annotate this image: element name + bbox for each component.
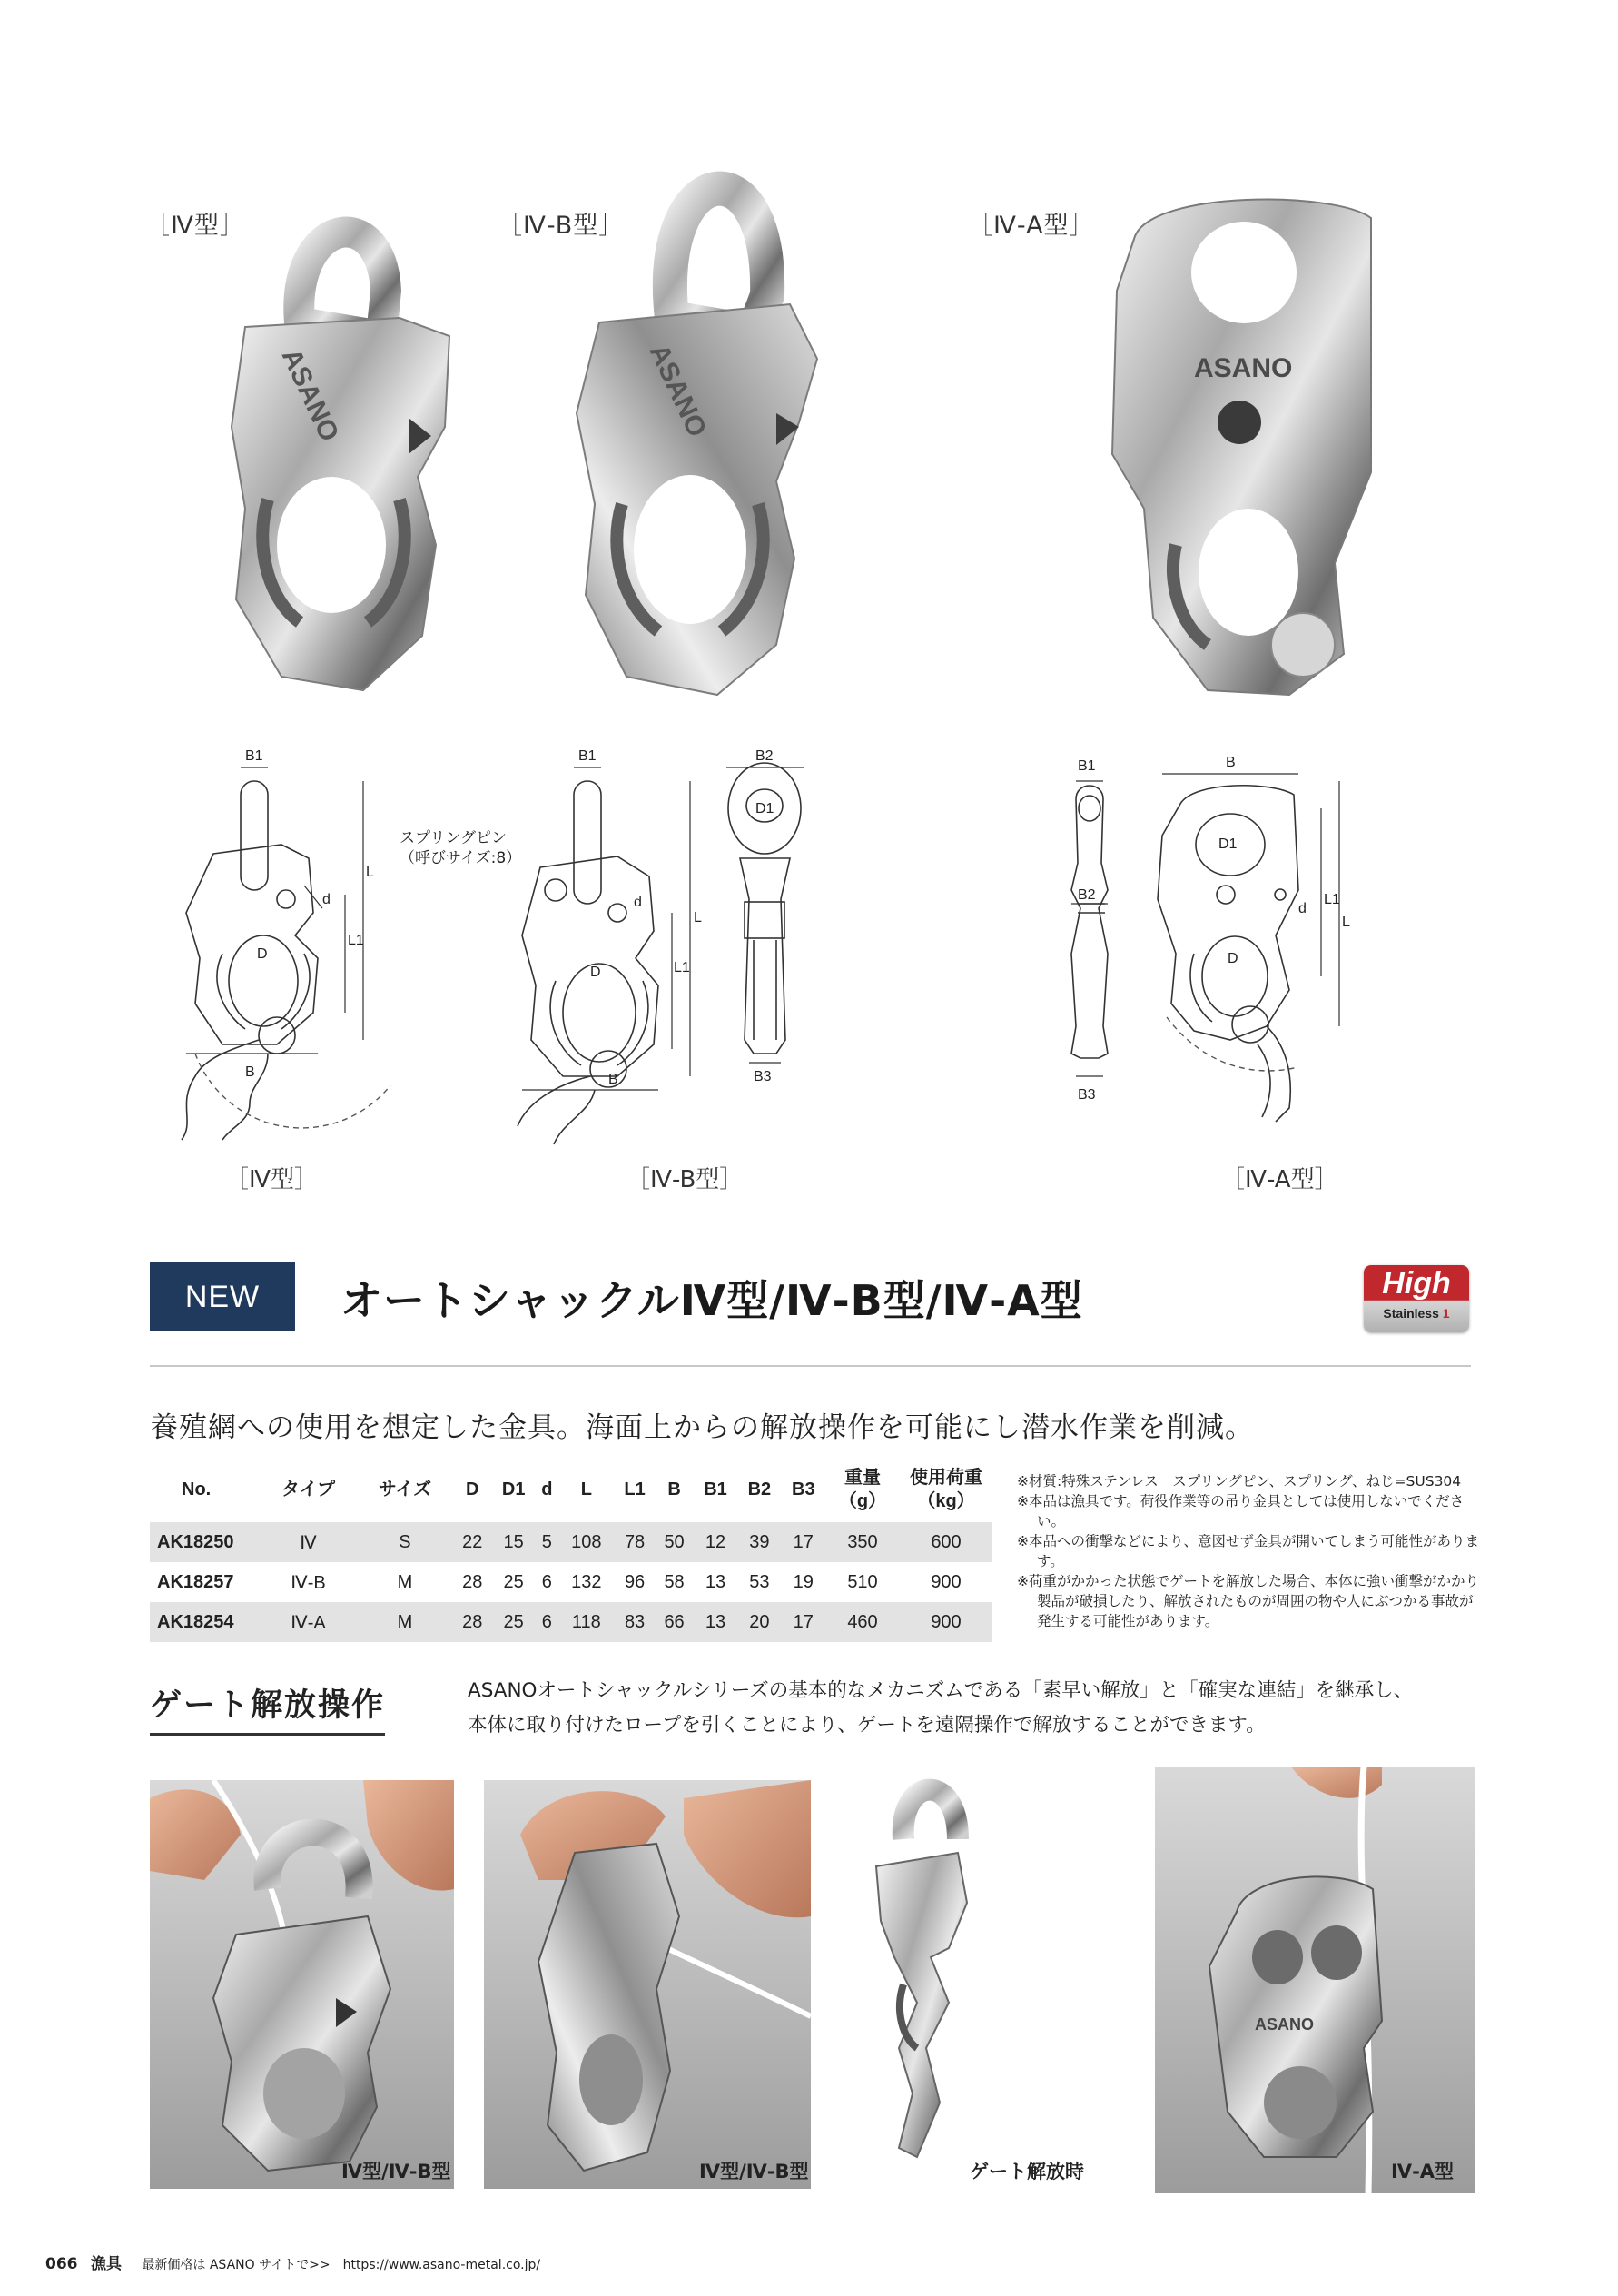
table-cell: 13 (694, 1602, 737, 1642)
col-header: サイズ (378, 1480, 432, 1499)
drawing-caption-ivb: ［Ⅳ-B型］ (626, 1166, 744, 1193)
table-cell: 20 (737, 1602, 781, 1642)
drawing-caption-iv: ［Ⅳ型］ (225, 1166, 318, 1193)
col-header: タイプ (281, 1480, 335, 1499)
table-cell: 900 (900, 1562, 992, 1602)
footer-link[interactable]: 最新価格は ASANO サイトで>> https://www.asano-metal.co.jp/ (142, 2258, 541, 2272)
table-cell: 19 (782, 1562, 825, 1602)
table-cell: 17 (782, 1602, 825, 1642)
product-title: オートシャックルⅣ型/Ⅳ-B型/Ⅳ-A型 (340, 1276, 1083, 1325)
dim-b: B (608, 1072, 618, 1087)
label-type-iv: ［Ⅳ型］ (145, 212, 245, 240)
dim-d-small: d (322, 892, 331, 907)
note-item: ※材質:特殊ステンレス スプリングピン、スプリング、ねじ=SUS304 (1017, 1473, 1462, 1489)
table-cell: S (357, 1522, 453, 1562)
spring-pin-label-line1: スプリングピン (400, 829, 507, 847)
table-cell: 350 (825, 1522, 900, 1562)
photo-caption-4: Ⅳ-A型 (1391, 2161, 1455, 2182)
col-header: L (580, 1480, 592, 1499)
col-header: 重量 （g） (838, 1468, 887, 1511)
note-item: ※本品への衝撃などにより、意図せず金具が開いてしまう可能性があります。 (1017, 1533, 1479, 1569)
table-cell: Ⅳ-B (260, 1562, 357, 1602)
table-cell: M (357, 1562, 453, 1602)
table-cell: 460 (825, 1602, 900, 1642)
dim-b1: B1 (245, 748, 263, 764)
col-header: B1 (704, 1480, 727, 1499)
col-header: B3 (792, 1480, 815, 1499)
high-stainless-word: Stainless (1383, 1306, 1439, 1321)
table-cell: 25 (491, 1562, 535, 1602)
table-cell: 78 (615, 1522, 655, 1562)
high-stainless-badge (1364, 1265, 1469, 1332)
high-stainless-line2 (1364, 1301, 1469, 1325)
dim-l1: L1 (1324, 892, 1340, 907)
gate-section-body-line1: ASANOオートシャックルシリーズの基本的なメカニズムである「素早い解放」と「確実な連結」を継承し、 (468, 1679, 1414, 1702)
dim-b2: B2 (1078, 887, 1096, 903)
col-header: 使用荷重 （kg） (910, 1468, 982, 1511)
table-cell: 132 (558, 1562, 615, 1602)
notes-block (1017, 1471, 1480, 1631)
table-cell: Ⅳ-A (260, 1602, 357, 1642)
new-badge: NEW (150, 1262, 295, 1331)
label-type-ivb: ［Ⅳ-B型］ (498, 212, 625, 240)
dim-b3: B3 (1078, 1087, 1096, 1103)
dim-l1: L1 (348, 933, 364, 948)
table-cell: 118 (558, 1602, 615, 1642)
photo-caption-1: Ⅳ型/Ⅳ-B型 (341, 2161, 451, 2182)
product-photo-iv (227, 163, 463, 699)
table-cell: 13 (694, 1562, 737, 1602)
table-row (150, 1602, 992, 1642)
product-photo-ivb (572, 123, 835, 699)
table-cell: 96 (615, 1562, 655, 1602)
col-header: B2 (747, 1480, 772, 1499)
table-cell: 28 (453, 1562, 492, 1602)
table-cell: 22 (453, 1522, 492, 1562)
table-cell: 12 (694, 1522, 737, 1562)
table-cell: 17 (782, 1522, 825, 1562)
table-cell: 108 (558, 1522, 615, 1562)
dim-d1: D1 (755, 801, 774, 816)
col-header: B (667, 1480, 681, 1499)
table-cell: M (357, 1602, 453, 1642)
technical-drawing-ivb (490, 740, 872, 1158)
usage-photo-3 (849, 1776, 1058, 2193)
table-row (150, 1562, 992, 1602)
col-header: No. (182, 1480, 212, 1499)
table-cell: 510 (825, 1562, 900, 1602)
photo-caption-2: Ⅳ型/Ⅳ-B型 (699, 2161, 809, 2182)
table-cell: 53 (737, 1562, 781, 1602)
table-cell: 600 (900, 1522, 992, 1562)
drawing-caption-iva: ［Ⅳ-A型］ (1221, 1166, 1338, 1193)
dim-l1: L1 (674, 960, 690, 975)
table-cell: 25 (491, 1602, 535, 1642)
note-item: ※荷重がかかった状態でゲートを解放した場合、本体に強い衝撃がかかり製品が破損したり、解放されたものが周囲の物や人にぶつかる事故が発生する可能性があります。 (1017, 1573, 1479, 1629)
usage-photo-2 (484, 1780, 811, 2189)
title-divider (150, 1365, 1471, 1367)
col-header: d (541, 1480, 553, 1499)
high-stainless-number: 1 (1442, 1306, 1450, 1321)
usage-photo-1 (150, 1780, 454, 2189)
brand-stamp: ASANO (643, 340, 713, 442)
cell-product-no: AK18250 (150, 1522, 260, 1562)
dim-d1: D1 (1218, 836, 1238, 852)
product-photo-iva (1099, 182, 1398, 699)
col-header: D (465, 1480, 479, 1499)
table-cell: 28 (453, 1602, 492, 1642)
table-row (150, 1522, 992, 1562)
note-item: ※本品は漁具です。荷役作業等の吊り金具としては使用しないでください。 (1017, 1493, 1465, 1529)
cell-product-no: AK18257 (150, 1562, 260, 1602)
brand-stamp: ASANO (1194, 353, 1293, 383)
spec-table (150, 1457, 992, 1642)
dim-b1: B1 (1078, 758, 1096, 774)
brand-stamp: ASANO (275, 344, 345, 447)
table-cell: 6 (536, 1562, 558, 1602)
spec-table-header (150, 1457, 992, 1522)
dim-d-big: D (1228, 951, 1238, 966)
dim-b: B (1226, 755, 1236, 770)
col-header: L1 (624, 1480, 646, 1499)
dim-b3: B3 (754, 1069, 772, 1084)
dim-d-big: D (257, 946, 268, 962)
label-type-iva: ［Ⅳ-A型］ (968, 212, 1095, 240)
page-number: 066 (45, 2255, 78, 2273)
table-cell: 39 (737, 1522, 781, 1562)
table-cell: 15 (491, 1522, 535, 1562)
dim-l: L (1342, 915, 1350, 930)
table-cell: 6 (536, 1602, 558, 1642)
table-cell: 83 (615, 1602, 655, 1642)
table-cell: 50 (655, 1522, 694, 1562)
table-cell: Ⅳ (260, 1522, 357, 1562)
dim-d-small: d (1298, 901, 1307, 916)
table-cell: 66 (655, 1602, 694, 1642)
footer-category: 漁具 (90, 2255, 122, 2273)
brand-stamp: ASANO (1255, 2015, 1315, 2034)
photo-caption-3: ゲート解放時 (970, 2161, 1084, 2182)
dim-d-small: d (634, 895, 642, 910)
table-cell: 5 (536, 1522, 558, 1562)
col-header: D1 (501, 1480, 526, 1499)
spring-pin-label-line2: （呼びサイズ:8） (400, 849, 522, 867)
technical-drawing-iv (159, 740, 404, 1158)
dim-b2: B2 (755, 748, 774, 764)
gate-section-body-line2: 本体に取り付けたロープを引くことにより、ゲートを遠隔操作で解放することができます。 (468, 1714, 1266, 1737)
dim-b1: B1 (578, 748, 597, 764)
dim-d-big: D (590, 965, 601, 980)
table-cell: 900 (900, 1602, 992, 1642)
dim-l: L (694, 910, 702, 925)
dim-b: B (245, 1064, 255, 1080)
usage-photo-4 (1155, 1767, 1475, 2193)
high-stainless-line1: High (1382, 1266, 1451, 1301)
technical-drawing-iva (1058, 754, 1485, 1153)
table-cell: 58 (655, 1562, 694, 1602)
cell-product-no: AK18254 (150, 1602, 260, 1642)
gate-section-heading: ゲート解放操作 (150, 1680, 385, 1736)
dim-l: L (366, 865, 374, 880)
footer (45, 2251, 540, 2273)
lead-text: 養殖網への使用を想定した金具。海面上からの解放操作を可能にし潜水作業を削減。 (150, 1411, 1254, 1444)
gate-section-body (468, 1674, 1475, 1743)
